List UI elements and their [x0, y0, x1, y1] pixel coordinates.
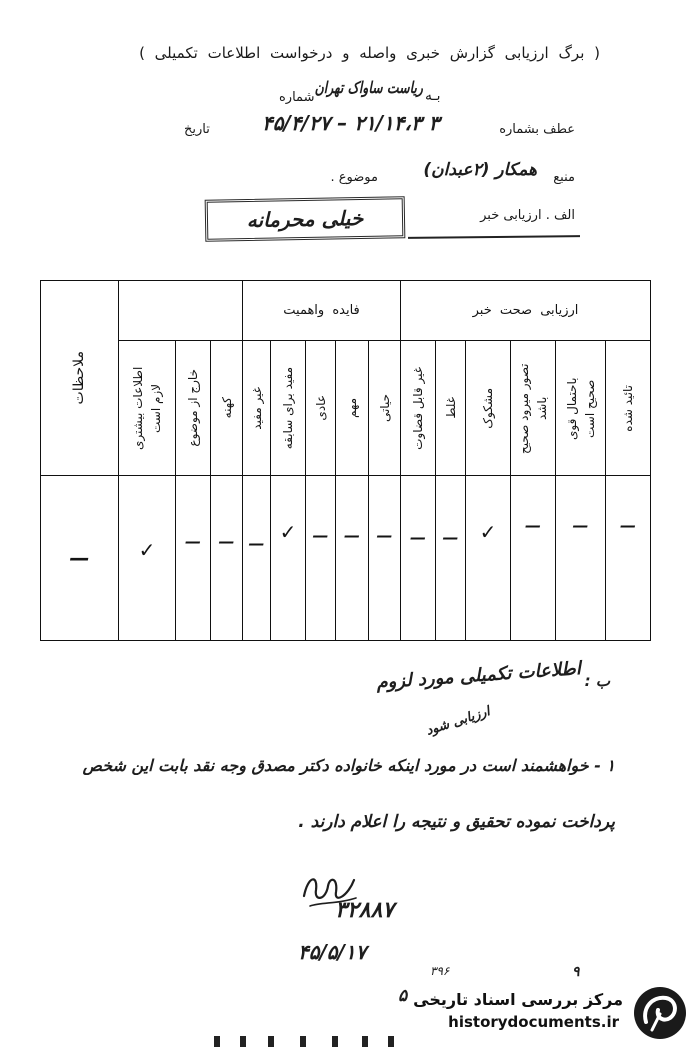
- scan-edge-mark: [388, 1036, 394, 1047]
- mark-cell: [555, 476, 605, 641]
- remarks-mark: —: [69, 546, 90, 570]
- request-line-1: ۱ - خواهشمند است در مورد اینکه خانواده دکتر مصدق وجه نقد بابت این شخص: [82, 756, 615, 775]
- section-a-label: الف . ارزیابی خبر: [480, 208, 575, 223]
- column-label: غلط: [443, 397, 458, 419]
- request-line-2: پرداخت نموده تحقیق و نتیجه را اعلام دارند .: [298, 812, 615, 832]
- section-b-text: اطلاعات تکمیلی مورد لزوم: [376, 658, 582, 694]
- evaluation-table: [40, 280, 651, 641]
- check-mark: ✓: [279, 520, 297, 544]
- source-label: منبع: [553, 170, 575, 185]
- stamp-digit: ۵: [398, 986, 408, 1006]
- column-header: [305, 341, 335, 476]
- mark-cell: [270, 476, 305, 641]
- mark-cell: [510, 476, 555, 641]
- mark-cell: [605, 476, 650, 641]
- mark: —: [344, 526, 360, 545]
- form-title: ( برگ ارزیابی گزارش خبری واصله و درخواست اطلاعات تکمیلی ): [139, 44, 600, 62]
- mark-cell: [400, 476, 435, 641]
- stamp-code: ۳۹۶: [430, 964, 450, 978]
- column-label: کهنه: [219, 397, 234, 419]
- classification-stamp: خیلی محرمانه: [205, 196, 406, 241]
- column-label: مهم: [345, 398, 359, 418]
- check-mark: ✓: [479, 520, 497, 544]
- remarks-header-cell: [40, 281, 118, 476]
- mark: —: [410, 528, 426, 547]
- column-header: [270, 341, 305, 476]
- column-header: [118, 341, 175, 476]
- column-label: تائید شده: [621, 384, 635, 432]
- watermark-organization: مرکز بررسی اسناد تاریخی: [413, 990, 623, 1009]
- column-label: مفید برای سابقه: [281, 366, 295, 450]
- section-b-label: ب :: [584, 672, 610, 690]
- mark: —: [248, 534, 265, 553]
- mark: —: [185, 532, 201, 551]
- mark-cell: [368, 476, 400, 641]
- mark-cell: [175, 476, 210, 641]
- column-label: تصور میرود صحیح باشد: [517, 362, 549, 454]
- column-label: اطلاعات بیشتری لازم است: [131, 366, 163, 450]
- column-header: [242, 341, 270, 476]
- group-header-accuracy: ارزیابی صحت خبر: [400, 281, 650, 341]
- mark-cell: [335, 476, 368, 641]
- mark: —: [572, 516, 589, 535]
- mark: —: [218, 532, 235, 551]
- mark-cell: [435, 476, 465, 641]
- remarks-cell: [40, 476, 118, 641]
- signature-number: ۳۲۸۸۷: [335, 898, 395, 923]
- column-header: [368, 341, 400, 476]
- addressee-prefix: بـه: [425, 88, 441, 104]
- request-insertion: ارزیابی شود: [424, 704, 492, 739]
- group-header-blank: [118, 281, 242, 341]
- column-header: [175, 341, 210, 476]
- scan-edge-mark: [214, 1036, 220, 1047]
- column-header: [400, 341, 435, 476]
- column-label: باحتمال قوی صحیح است: [564, 376, 597, 440]
- column-label: مشکوک: [481, 387, 495, 429]
- column-label: حیاتی: [377, 393, 392, 423]
- number-label: شماره: [279, 90, 315, 105]
- scan-edge-mark: [332, 1036, 338, 1047]
- signature-date: ۴۵/۵/۱۷: [298, 940, 367, 964]
- mark: —: [376, 526, 393, 545]
- mark-cell: [305, 476, 335, 641]
- addressee-handwritten: ریاست ساواک تهران: [314, 78, 423, 97]
- stamp-corner: ۹: [572, 964, 580, 980]
- scan-edge-mark: [268, 1036, 274, 1047]
- column-label: عادی: [313, 395, 328, 421]
- mark: —: [525, 516, 541, 535]
- date-label: تاریخ: [184, 122, 210, 137]
- column-label: خارج از موضوع: [186, 369, 200, 447]
- subject-label: موضوع .: [330, 170, 378, 185]
- column-header: [210, 341, 242, 476]
- column-label: غیر قابل قضاوت: [411, 366, 425, 450]
- watermark-website: historydocuments.ir: [448, 1013, 619, 1031]
- check-mark: ✓: [138, 538, 156, 562]
- column-label: غیر مفید: [249, 386, 264, 430]
- remarks-header: ملاحظات: [71, 351, 87, 405]
- mark: —: [442, 528, 459, 547]
- scan-edge-mark: [240, 1036, 246, 1047]
- mark-cell: [465, 476, 510, 641]
- column-header: [335, 341, 368, 476]
- column-header: [465, 341, 510, 476]
- archive-logo-icon: [630, 984, 690, 1042]
- column-header: [435, 341, 465, 476]
- reference-label: عطف بشماره: [499, 122, 575, 137]
- group-header-value: فایده واهمیت: [242, 281, 400, 341]
- handwritten-underline: [408, 235, 580, 239]
- mark-cell: [242, 476, 270, 641]
- reference-value: ۴۵/۴/۲۷ – ۲۱/۱۴،۳ ۳: [262, 111, 440, 135]
- mark-cell: [210, 476, 242, 641]
- mark: —: [620, 516, 636, 535]
- mark: —: [312, 526, 329, 545]
- column-header: [555, 341, 605, 476]
- source-value: همکار (۲عبدان): [423, 160, 537, 180]
- scan-edge-mark: [300, 1036, 306, 1047]
- mark-cell: [118, 476, 175, 641]
- column-header: [510, 341, 555, 476]
- column-header: [605, 341, 650, 476]
- scan-edge-mark: [362, 1036, 368, 1047]
